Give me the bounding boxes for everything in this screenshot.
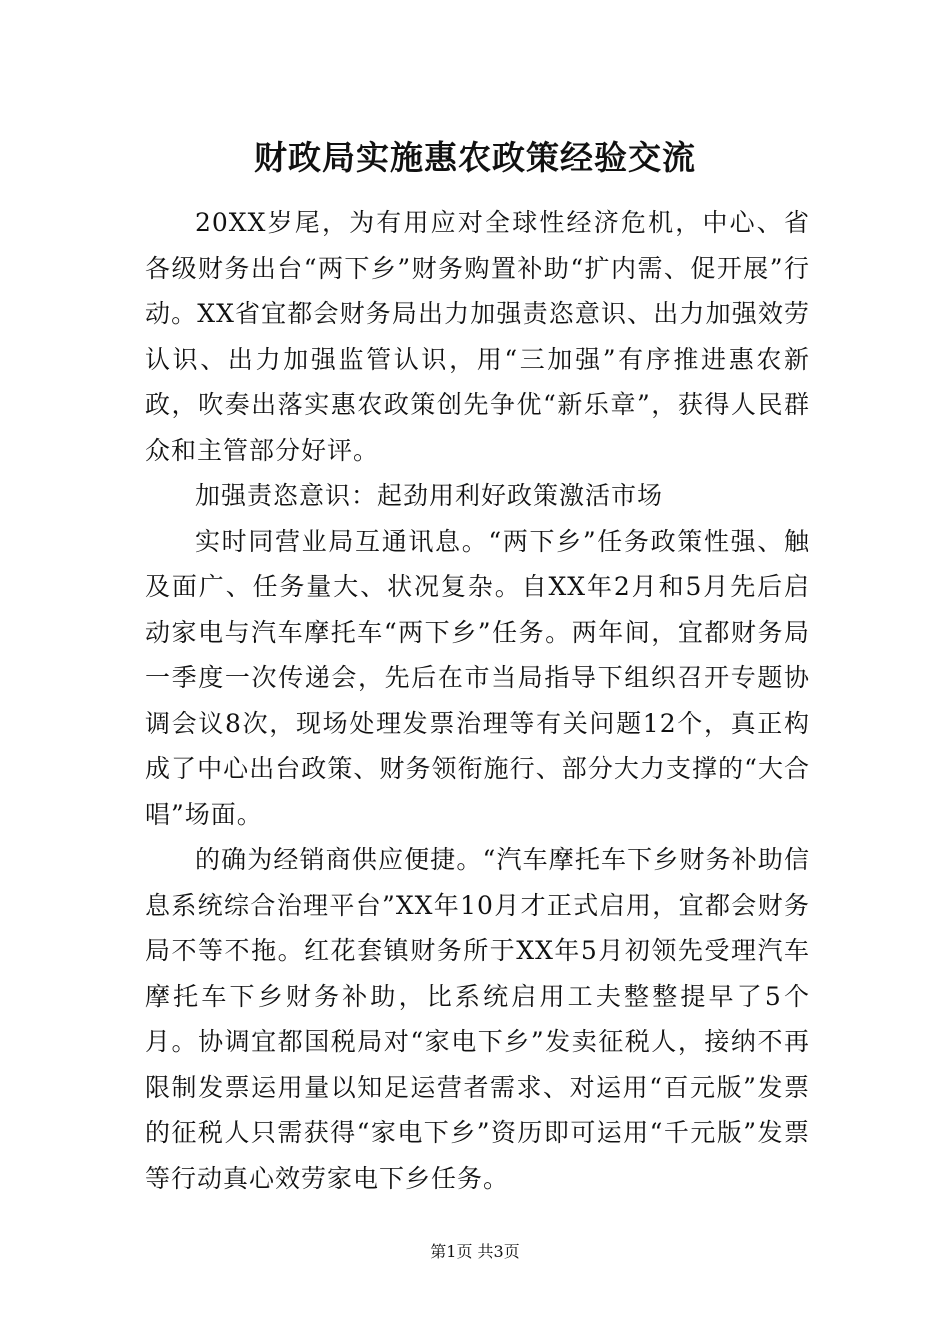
paragraph-coordination: 实时同营业局互通讯息。“两下乡”任务政策性强、触及面广、任务量大、状况复杂。自XX年2月和5月先后启动家电与汽车摩托车“两下乡”任务。两年间，宜都财务局一季度一次传递会，先后在市当局指导下组织召开专题协调会议8次，现场处理发票治理等有关问题12个，真正构成了中心出台政策、财务领衔施行、部分大力支撑的“大合唱”场面。 — [145, 526, 810, 829]
paragraph-section-heading: 加强责恣意识：起劲用利好政策激活市场 — [195, 481, 664, 510]
document-body — [145, 200, 810, 1201]
paragraph-intro: 20XX岁尾，为有用应对全球性经济危机，中心、省各级财务出台“两下乡”财务购置补助“扩内需、促开展”行动。XX省宜都会财务局出力加强责恣意识、出力加强效劳认识、出力加强监管认识，用“三加强”有序推进惠农新政，吹奏出落实惠农政策创先争优“新乐章”，获得人民群众和主管部分好评。 — [145, 208, 810, 465]
page-number-footer: 第1页 共3页 — [430, 1242, 520, 1261]
page-title: 财政局实施惠农政策经验交流 — [254, 138, 696, 177]
paragraph-convenience: 的确为经销商供应便捷。“汽车摩托车下乡财务补助信息系统综合治理平台”XX年10月才正式启用，宜都会财务局不等不拖。红花套镇财务所于XX年5月初领先受理汽车摩托车下乡财务补助，比系统启用工夫整整提早了5个月。协调宜都国税局对“家电下乡”发卖征税人，接纳不再限制发票运用量以知足运营者需求、对运用“百元版”发票的征税人只需获得“家电下乡”资历即可运用“千元版”发票等行动真心效劳家电下乡任务。 — [145, 845, 810, 1193]
